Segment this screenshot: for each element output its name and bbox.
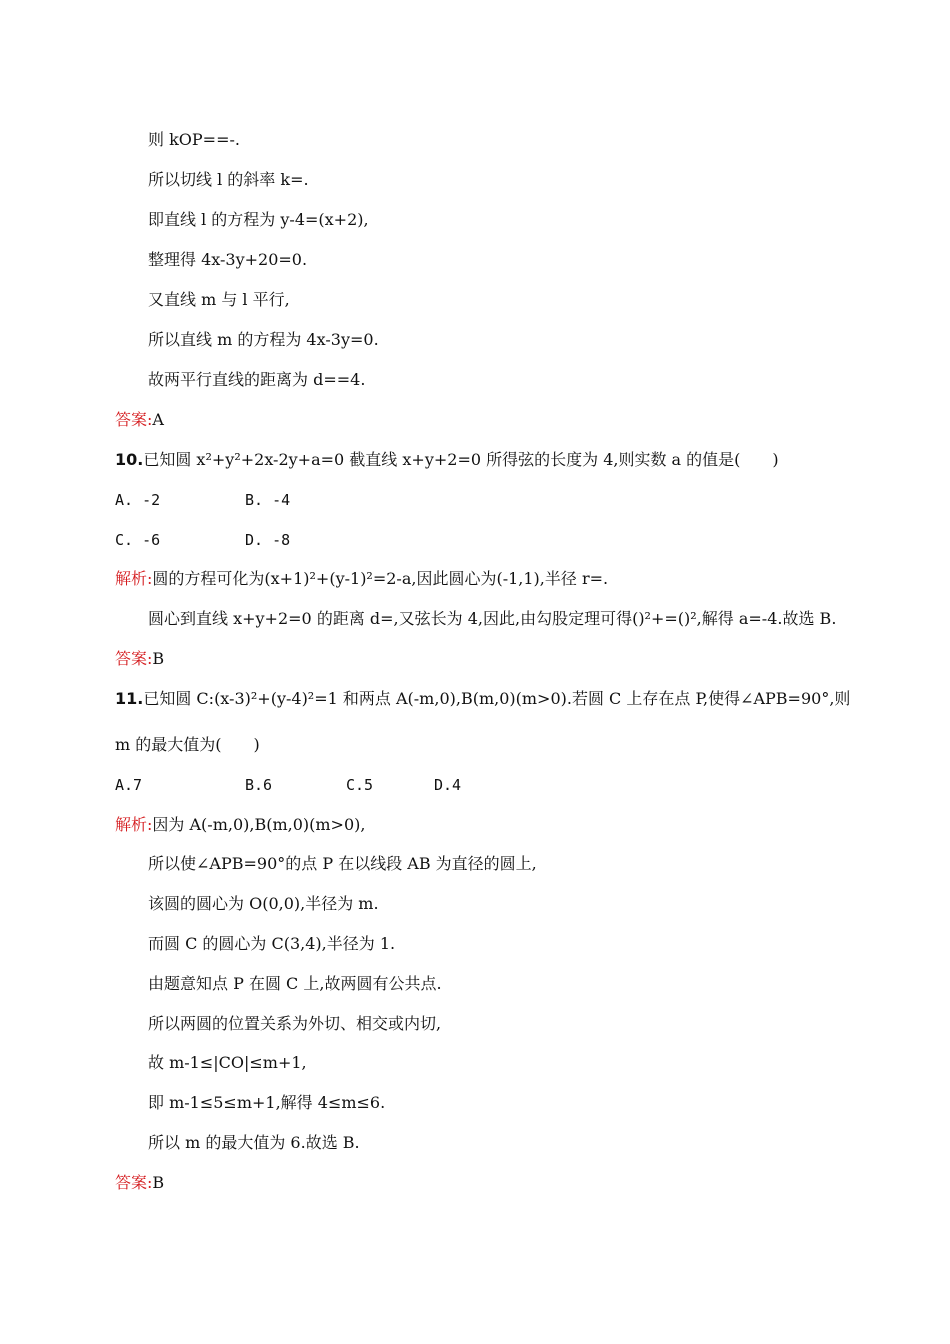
analysis-text: 因为 A(-m,0),B(m,0)(m>0), [152,815,366,834]
option-b: B.6 [245,776,273,794]
analysis-line [115,814,365,836]
question-number: 10. [115,450,144,469]
question-number: 11. [115,689,144,708]
answer-label: 答案: [115,649,153,668]
solution-line: 整理得 4x-3y+20=0. [148,250,308,269]
analysis-line: 所以两圆的位置关系为外切、相交或内切, [148,1014,442,1033]
solution-line: 则 kOP==-. [148,130,240,149]
option-a: A. -2 [115,491,161,509]
option-d: D. -8 [245,531,291,549]
analysis-label: 解析: [115,815,153,834]
analysis-line: 而圆 C 的圆心为 C(3,4),半径为 1. [148,934,396,953]
option-a: A.7 [115,776,143,794]
analysis-line: 所以使∠APB=90°的点 P 在以线段 AB 为直径的圆上, [148,854,537,873]
answer-label: 答案: [115,1173,153,1192]
answer-value: B [152,649,165,668]
solution-line: 所以直线 m 的方程为 4x-3y=0. [148,330,379,349]
option-c: C.5 [346,776,374,794]
answer-line [115,648,164,670]
answer-label: 答案: [115,410,153,429]
analysis-line: 故 m-1≤|CO|≤m+1, [148,1053,307,1072]
analysis-line [115,568,608,590]
analysis-line: 即 m-1≤5≤m+1,解得 4≤m≤6. [148,1093,386,1112]
answer-value: B [152,1173,165,1192]
question-text-cont: m 的最大值为( ) [115,735,260,754]
answer-line [115,409,164,431]
analysis-text: 圆的方程可化为(x+1)²+(y-1)²=2-a,因此圆心为(-1,1),半径 r=. [152,569,609,588]
analysis-line: 该圆的圆心为 O(0,0),半径为 m. [148,894,379,913]
answer-value: A [152,410,164,429]
solution-line: 所以切线 l 的斜率 k=. [148,170,309,189]
analysis-line: 圆心到直线 x+y+2=0 的距离 d=,又弦长为 4,因此,由勾股定理可得()²+=()²,解得 a=-4.故选 B. [148,609,837,628]
option-b: B. -4 [245,491,291,509]
option-c: C. -6 [115,531,161,549]
question-text: 已知圆 C:(x-3)²+(y-4)²=1 和两点 A(-m,0),B(m,0)(m>0).若圆 C 上存在点 P,使得∠APB=90°,则 [143,689,851,708]
question-text: 已知圆 x²+y²+2x-2y+a=0 截直线 x+y+2=0 所得弦的长度为 4,则实数 a 的值是( ) [143,450,779,469]
solution-line: 故两平行直线的距离为 d==4. [148,370,366,389]
answer-line [115,1172,164,1194]
question-11 [115,688,850,710]
solution-line: 又直线 m 与 l 平行, [148,290,290,309]
question-10 [115,449,779,471]
option-d: D.4 [434,776,462,794]
analysis-line: 所以 m 的最大值为 6.故选 B. [148,1133,360,1152]
solution-line: 即直线 l 的方程为 y-4=(x+2), [148,210,369,229]
analysis-line: 由题意知点 P 在圆 C 上,故两圆有公共点. [148,974,442,993]
analysis-label: 解析: [115,569,153,588]
